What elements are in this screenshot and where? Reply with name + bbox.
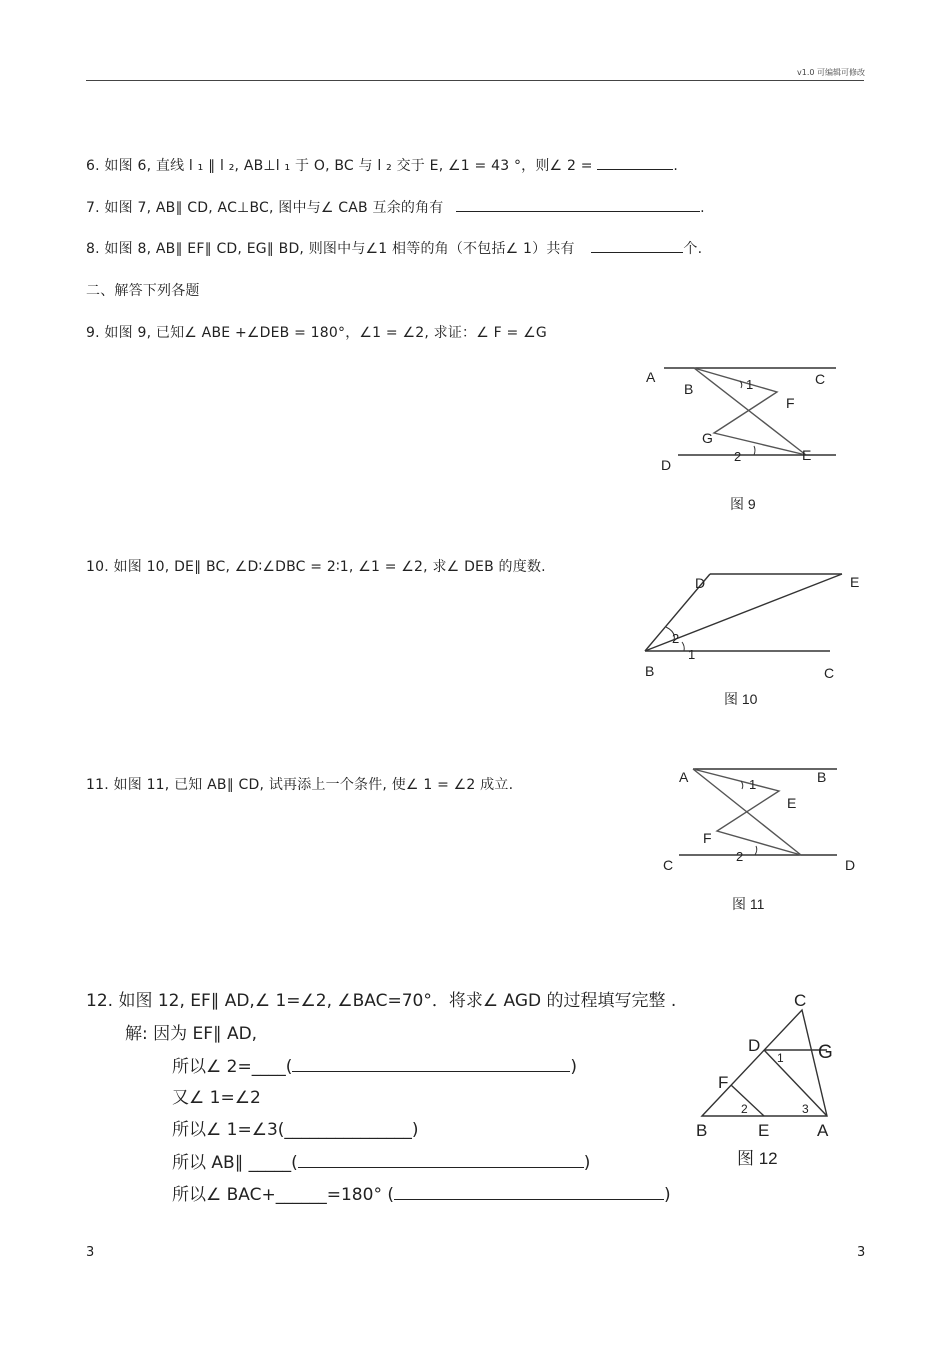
fig9-label-b: B xyxy=(684,381,694,397)
fig11-label-1: 1 xyxy=(749,777,757,792)
figure-12 xyxy=(690,988,850,1173)
figure-10 xyxy=(640,560,865,715)
figure-9 xyxy=(640,360,850,520)
fig10-label-d: D xyxy=(695,575,706,591)
q12-blank-5[interactable] xyxy=(298,1167,584,1168)
question-6 xyxy=(86,155,678,175)
fig11-label-e: E xyxy=(787,795,797,811)
fig9-label-g: G xyxy=(702,430,713,446)
header-version-note: v1.0 可编辑可修改 xyxy=(797,68,865,77)
fig12-label-b: B xyxy=(696,1121,708,1140)
q12-line-2-end: ) xyxy=(570,1057,577,1077)
fig12-label-g: G xyxy=(818,1042,833,1063)
question-7 xyxy=(86,197,705,217)
question-6-end: . xyxy=(673,158,678,174)
fig12-label-3: 3 xyxy=(802,1102,809,1116)
page-number-left: 3 xyxy=(86,1245,95,1260)
q12-line-6-end: ) xyxy=(663,1185,671,1205)
fig10-label-e: E xyxy=(850,574,860,590)
question-6-text: 6. 如图 6, 直线 l ₁ ∥ l ₂, AB⊥l ₁ 于 O, BC 与 l ₂ 交于 E, ∠1 = 43 °，则∠ 2 = xyxy=(86,158,593,174)
question-11: 11. 如图 11, 已知 AB∥ CD, 试再添上一个条件, 使∠ 1 = ∠2 成立. xyxy=(86,777,514,793)
question-9: 9. 如图 9, 已知∠ ABE +∠DEB = 180°，∠1 = ∠2, 求证：∠ F = ∠G xyxy=(86,325,547,341)
fig10-angle-1-arc xyxy=(682,642,684,651)
q12-line-6 xyxy=(172,1180,671,1205)
q12-line-1: 解: 因为 EF∥ AD, xyxy=(125,1024,258,1044)
fig12-label-c: C xyxy=(794,991,807,1010)
q12-line-2-text: 所以∠ 2=____( xyxy=(172,1057,293,1077)
fig9-label-d: D xyxy=(661,457,672,473)
fig12-label-f: F xyxy=(718,1073,729,1092)
question-7-text: 7. 如图 7, AB∥ CD, AC⊥BC, 图中与∠ CAB 互余的角有 xyxy=(86,200,444,216)
fig12-label-2: 2 xyxy=(741,1102,748,1116)
answer-blank-8[interactable] xyxy=(591,252,683,253)
question-7-end: . xyxy=(700,200,705,216)
q12-blank-2[interactable] xyxy=(292,1071,570,1072)
fig12-label-e: E xyxy=(758,1121,770,1140)
q12-line-2 xyxy=(172,1052,577,1077)
page-number-right: 3 xyxy=(857,1245,866,1260)
fig11-caption: 图 11 xyxy=(732,896,765,912)
fig10-caption: 图 10 xyxy=(724,691,758,707)
fig12-label-a: A xyxy=(817,1121,829,1140)
fig9-angle-2-arc xyxy=(754,446,755,455)
fig12-triangle xyxy=(702,1010,827,1116)
figure-11 xyxy=(655,760,865,920)
fig9-label-2: 2 xyxy=(734,449,742,464)
question-12-title: 12. 如图 12, EF∥ AD,∠ 1=∠2, ∠BAC=70°．将求∠ AGD 的过程填写完整 . xyxy=(86,991,677,1011)
fig12-label-1: 1 xyxy=(777,1051,784,1065)
q12-blank-6[interactable] xyxy=(394,1199,664,1200)
fig10-label-2: 2 xyxy=(672,631,680,646)
fig10-label-c: C xyxy=(824,665,835,681)
fig11-label-f: F xyxy=(703,830,712,846)
fig11-label-2: 2 xyxy=(736,849,744,864)
fig10-label-b: B xyxy=(645,663,655,679)
q12-line-5-end: ) xyxy=(583,1153,591,1173)
question-8-text: 8. 如图 8, AB∥ EF∥ CD, EG∥ BD, 则图中与∠1 相等的角（不包括∠ 1）共有 xyxy=(86,241,575,257)
fig11-label-c: C xyxy=(663,857,674,873)
fig10-label-1: 1 xyxy=(688,647,696,662)
answer-blank-6[interactable] xyxy=(597,169,673,170)
section-heading: 二、解答下列各题 xyxy=(86,283,200,299)
answer-blank-7[interactable] xyxy=(456,211,700,212)
fig11-angle-2-arc xyxy=(755,846,757,855)
q12-line-5 xyxy=(172,1148,590,1173)
q12-line-5-text: 所以 AB∥ _____( xyxy=(172,1153,298,1173)
fig9-label-1: 1 xyxy=(746,377,754,392)
fig9-caption: 图 9 xyxy=(730,496,756,512)
q12-line-3: 又∠ 1=∠2 xyxy=(172,1088,261,1108)
question-8-end: 个. xyxy=(683,241,703,257)
fig9-label-e: E xyxy=(802,447,812,463)
question-8 xyxy=(86,238,702,258)
fig12-caption: 图 12 xyxy=(737,1149,778,1168)
fig9-label-c: C xyxy=(815,371,826,387)
question-10: 10. 如图 10, DE∥ BC, ∠D∶∠DBC = 2∶1, ∠1 = ∠2, 求∠ DEB 的度数. xyxy=(86,559,546,575)
header-rule xyxy=(86,80,864,81)
fig11-label-b: B xyxy=(817,769,827,785)
fig9-label-f: F xyxy=(786,395,795,411)
fig9-label-a: A xyxy=(646,369,656,385)
fig12-label-d: D xyxy=(748,1036,761,1055)
fig11-label-d: D xyxy=(845,857,856,873)
q12-line-4: 所以∠ 1=∠3(_______________) xyxy=(172,1120,419,1140)
fig11-label-a: A xyxy=(679,769,689,785)
q12-line-6-text: 所以∠ BAC+______=180° ( xyxy=(172,1185,394,1205)
